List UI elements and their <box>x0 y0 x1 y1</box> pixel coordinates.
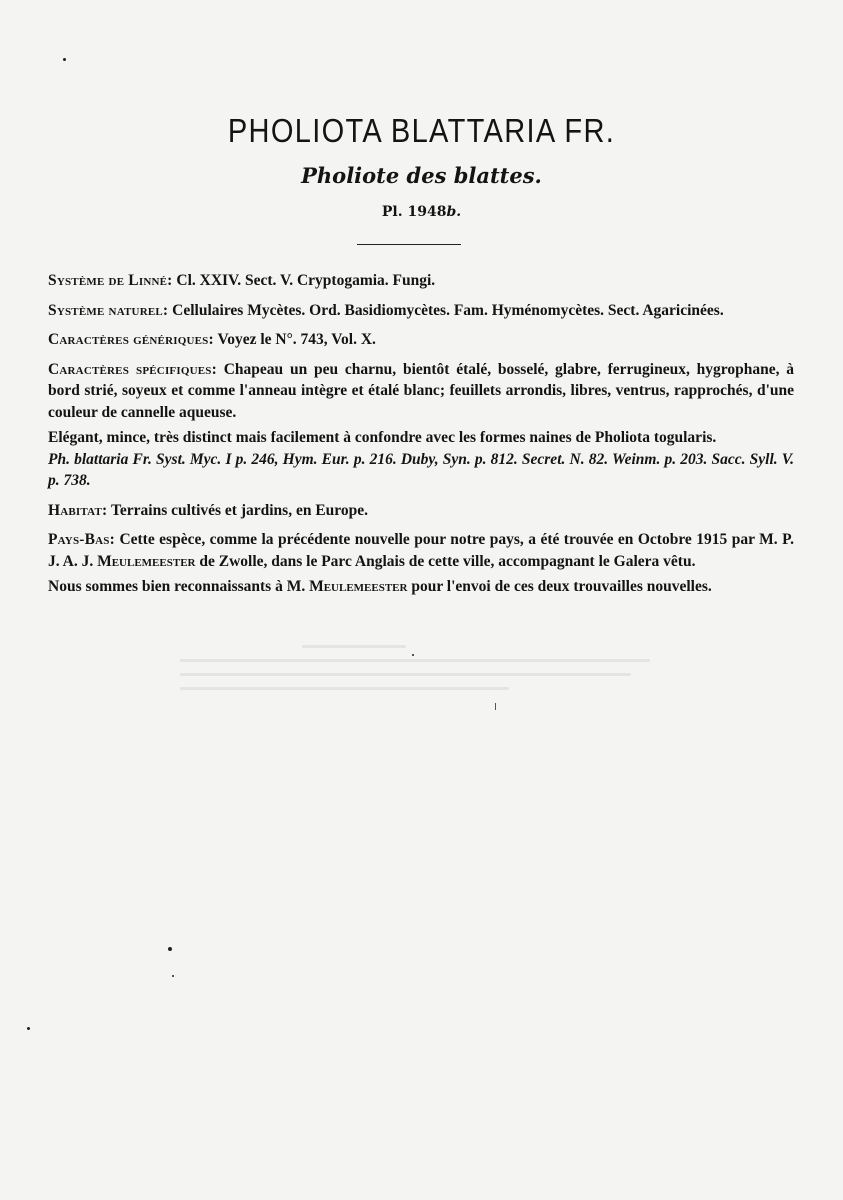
paragraph-thanks <box>48 576 794 598</box>
plate-number <box>0 204 843 220</box>
label-paysbas: Pays-Bas: <box>48 531 115 548</box>
label-habitat: Habitat: <box>48 501 108 519</box>
paper-speck <box>63 58 66 61</box>
text-specifiques: Chapeau un peu charnu, bientôt étalé, bosselé, glabre, ferrugineux, hygrophane, à bord strié, soyeux et comme l'anneau intègre et étalé blanc; feuillets arrondis, libres, ventrus, rapprochés, d'une couleur de cannelle aqueuse. <box>48 360 795 421</box>
text-thanks-1: Nous sommes bien reconnaissants à M. <box>48 578 310 595</box>
plate-number-suffix: b. <box>446 204 462 220</box>
document-body <box>48 270 794 606</box>
paragraph-paysbas <box>48 529 794 572</box>
paper-speck <box>172 975 174 977</box>
paragraph-naturel <box>48 300 794 322</box>
page-subtitle: Pholiote des blattes. <box>301 163 542 188</box>
paragraph-references <box>48 449 794 492</box>
paragraph-habitat <box>48 500 794 522</box>
text-elegant: Elégant, mince, très distinct mais facilement à confondre avec les formes naines de Pholiota togularis. <box>48 429 717 446</box>
name-meulemeester-1: Meulemeester <box>97 552 196 570</box>
name-meulemeester-2: Meulemeester <box>309 578 408 595</box>
paragraph-linne <box>48 270 794 292</box>
paper-speck <box>412 654 414 656</box>
text-naturel: Cellulaires Mycètes. Ord. Basidiomycètes. Fam. Hyménomycètes. Sect. Agaricinées. <box>168 301 724 319</box>
bleed-through-shadow <box>180 645 650 725</box>
label-naturel: Système naturel: <box>48 301 169 319</box>
text-generiques: Voyez le N°. 743, Vol. X. <box>213 331 376 348</box>
text-references: Ph. blattaria Fr. Syst. Myc. I p. 246, Hym. Eur. p. 216. Duby, Syn. p. 812. Secret. N. 82. Weinm. p. 203. Sacc. Syll. V. p. 738. <box>48 450 794 489</box>
label-linne: Système de Linné: <box>48 272 173 289</box>
label-generiques: Caractères génériques: <box>48 331 214 348</box>
text-thanks-2: pour l'envoi de ces deux trouvailles nouvelles. <box>407 578 712 595</box>
paragraph-specifiques <box>48 359 794 424</box>
paper-speck <box>495 703 496 710</box>
title-divider <box>357 244 461 245</box>
paragraph-elegant <box>48 427 794 449</box>
text-habitat: Terrains cultivés et jardins, en Europe. <box>107 501 369 519</box>
text-paysbas-1: Cette espèce, comme la précédente nouvelle pour notre pays, a été trouvée en Octobre 1915 par M. P. J. A. J. <box>48 531 794 570</box>
page-title: PHOLIOTA BLATTARIA FR. <box>227 112 616 149</box>
paragraph-generiques <box>48 329 794 351</box>
text-paysbas-2: de Zwolle, dans le Parc Anglais de cette ville, accompagnant le Galera vêtu. <box>195 552 696 570</box>
plate-number-prefix: Pl. 1948 <box>381 204 447 220</box>
paper-speck <box>27 1027 30 1030</box>
text-linne: Cl. XXIV. Sect. V. Cryptogamia. Fungi. <box>172 272 436 289</box>
label-specifiques: Caractères spécifiques: <box>48 360 217 378</box>
paper-speck <box>168 947 172 951</box>
